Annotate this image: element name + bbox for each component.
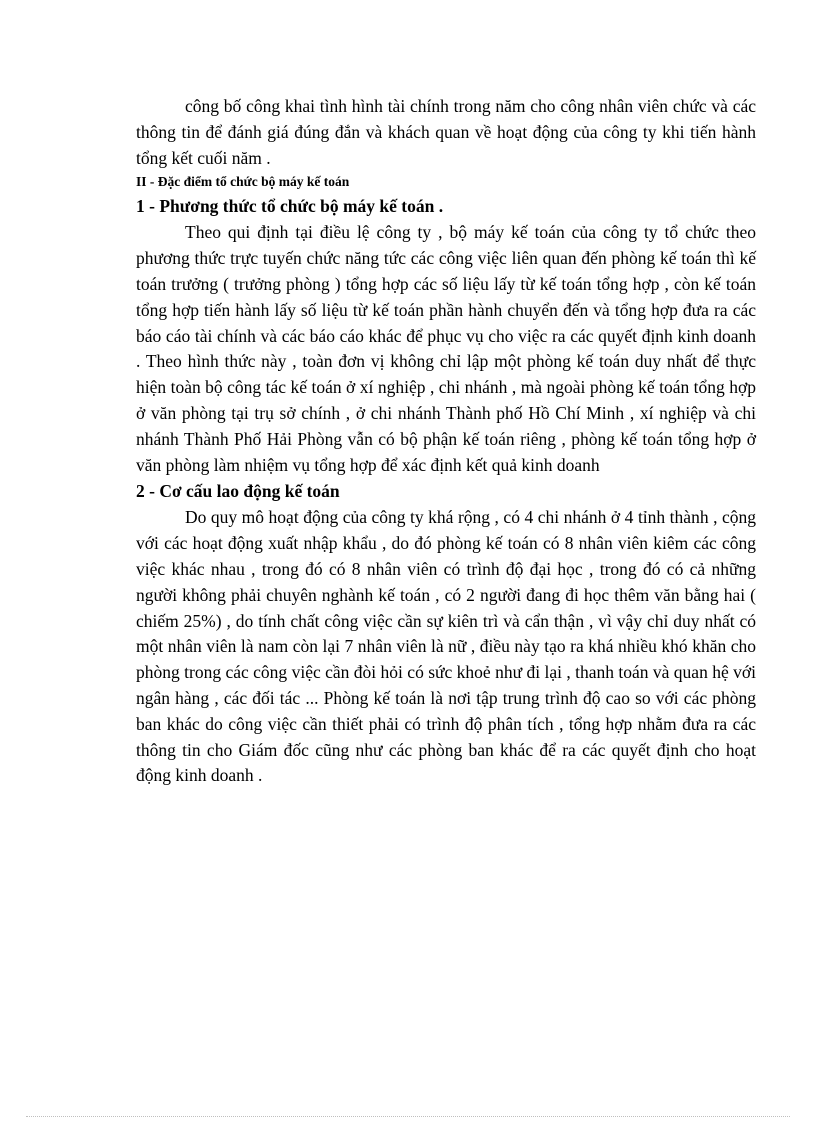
subsection-2-heading: 2 - Cơ cấu lao động kế toán — [136, 481, 340, 502]
document-body — [136, 94, 756, 789]
subsection-1-paragraph: Theo qui định tại điều lệ công ty , bộ máy kế toán của công ty tổ chức theo phương thức trực tuyến chức năng tức các công việc liên quan đến phòng kế toán thì kế toán trưởng ( trưởng phòng ) tổng hợp các số liệu lấy từ kế toán tổng hợp , còn kế toán tổng hợp tiến hành lấy số liệu từ kế toán phần hành chuyển đến và tổng hợp đưa ra các báo cáo tài chính và các báo cáo khác để phục vụ cho việc ra các quyết định kinh doanh . Theo hình thức này , toàn đơn vị không chỉ lập một phòng kế toán duy nhất để thực hiện toàn bộ công tác kế toán ở xí nghiệp , chi nhánh , mà ngoài phòng kế toán tổng hợp ở văn phòng tại trụ sở chính , ở chi nhánh Thành phố Hồ Chí Minh , xí nghiệp và chi nhánh Thành Phố Hải Phòng vẫn có bộ phận kế toán riêng , phòng kế toán tổng hợp ở văn phòng làm nhiệm vụ tổng hợp để xác định kết quả kinh doanh — [136, 222, 756, 475]
subsection-1-heading: 1 - Phương thức tổ chức bộ máy kế toán . — [136, 196, 444, 217]
intro-paragraph: công bố công khai tình hình tài chính trong năm cho công nhân viên chức và các thông tin để đánh giá đúng đắn và khách quan về hoạt động của công ty khi tiến hành tổng kết cuối năm . — [136, 96, 756, 168]
subsection-2-paragraph: Do quy mô hoạt động của công ty khá rộng , có 4 chi nhánh ở 4 tỉnh thành , cộng với các hoạt động xuất nhập khẩu , do đó phòng kế toán có 8 nhân viên kiêm các công việc khác nhau , trong đó có 8 nhân viên có trình độ đại học , trong đó có cả những người không phải chuyên nghành kế toán , có 2 người đang đi học thêm văn bằng hai ( chiếm 25%) , do tính chất công việc cần sự kiên trì và cẩn thận , vì vậy chỉ duy nhất có một nhân viên là nam còn lại 7 nhân viên là nữ , điều này tạo ra khá nhiều khó khăn cho phòng trong các công việc cần đòi hỏi có sức khoẻ như đi lại , thanh toán và quan hệ với ngân hàng , các đối tác ... Phòng kế toán là nơi tập trung trình độ cao so với các phòng ban khác do công việc cần thiết phải có trình độ phân tích , tổng hợp nhằm đưa ra các thông tin cho Giám đốc cũng như các phòng ban khác để ra các quyết định cho hoạt động kinh doanh . — [136, 507, 756, 786]
footer-divider — [26, 1116, 790, 1117]
section-heading: II - Đặc điểm tổ chức bộ máy kế toán — [136, 174, 350, 190]
